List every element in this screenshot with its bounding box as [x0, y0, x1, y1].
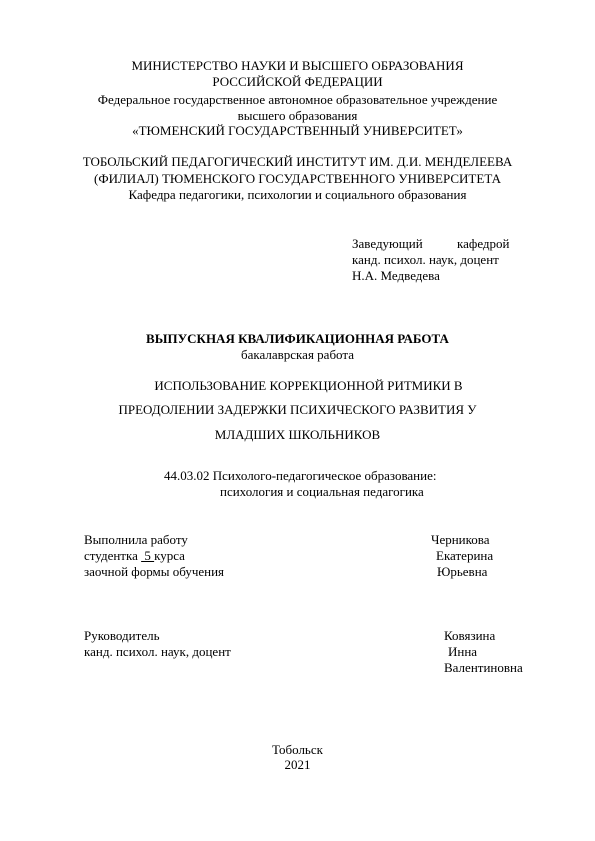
author-label-2-prefix: студентка	[84, 548, 142, 563]
title-line-3: МЛАДШИХ ШКОЛЬНИКОВ	[214, 427, 381, 442]
institution-line-1: Федеральное государственное автономное образовательное учреждение	[97, 92, 498, 107]
specialty-line-2: психология и социальная педагогика	[220, 484, 424, 499]
supervisor-label-1: Руководитель	[84, 628, 160, 643]
supervisor-first-name: Инна	[448, 644, 478, 659]
university-name: «ТЮМЕНСКИЙ ГОСУДАРСТВЕННЫЙ УНИВЕРСИТЕТ»	[132, 123, 463, 138]
supervisor-label-2: канд. психол. наук, доцент	[84, 644, 231, 659]
author-label-2	[84, 548, 185, 563]
author-patronymic: Юрьевна	[437, 564, 488, 579]
author-first-name: Екатерина	[436, 548, 494, 563]
ministry-line-1: МИНИСТЕРСТВО НАУКИ И ВЫСШЕГО ОБРАЗОВАНИЯ	[131, 58, 464, 73]
title-line-2: ПРЕОДОЛЕНИИ ЗАДЕРЖКИ ПСИХИЧЕСКОГО РАЗВИТИЯ У	[118, 402, 477, 417]
department-name: Кафедра педагогики, психологии и социального образования	[128, 187, 467, 202]
author-label-1: Выполнила работу	[84, 532, 188, 547]
author-surname: Черникова	[431, 532, 490, 547]
author-label-3: заочной формы обучения	[84, 564, 225, 579]
supervisor-patronymic: Валентиновна	[444, 660, 523, 675]
author-course: 5	[141, 548, 155, 563]
footer-city: Тобольск	[272, 742, 323, 757]
institution-line-2: высшего образования	[237, 108, 358, 123]
ministry-line-2: РОССИЙСКОЙ ФЕДЕРАЦИИ	[212, 74, 383, 89]
footer-year: 2021	[284, 757, 311, 772]
approval-degree: канд. психол. наук, доцент	[352, 252, 499, 267]
title-line-1: ИСПОЛЬЗОВАНИЕ КОРРЕКЦИОННОЙ РИТМИКИ В	[154, 378, 463, 393]
branch-line-2: (ФИЛИАЛ) ТЮМЕНСКОГО ГОСУДАРСТВЕННОГО УНИВЕРСИТЕТА	[94, 171, 501, 186]
specialty-line-1: 44.03.02 Психолого-педагогическое образование:	[164, 468, 437, 483]
author-label-2-suffix: курса	[154, 548, 185, 563]
branch-line-1: ТОБОЛЬСКИЙ ПЕДАГОГИЧЕСКИЙ ИНСТИТУТ ИМ. Д.И. МЕНДЕЛЕЕВА	[82, 154, 513, 169]
supervisor-surname: Ковязина	[444, 628, 496, 643]
approval-head-word-2: кафедрой	[457, 236, 510, 251]
work-type: ВЫПУСКНАЯ КВАЛИФИКАЦИОННАЯ РАБОТА	[146, 331, 449, 346]
approval-name: Н.А. Медведева	[352, 268, 440, 283]
approval-head-word-1: Заведующий	[352, 236, 423, 251]
work-subtype: бакалаврская работа	[241, 347, 354, 362]
